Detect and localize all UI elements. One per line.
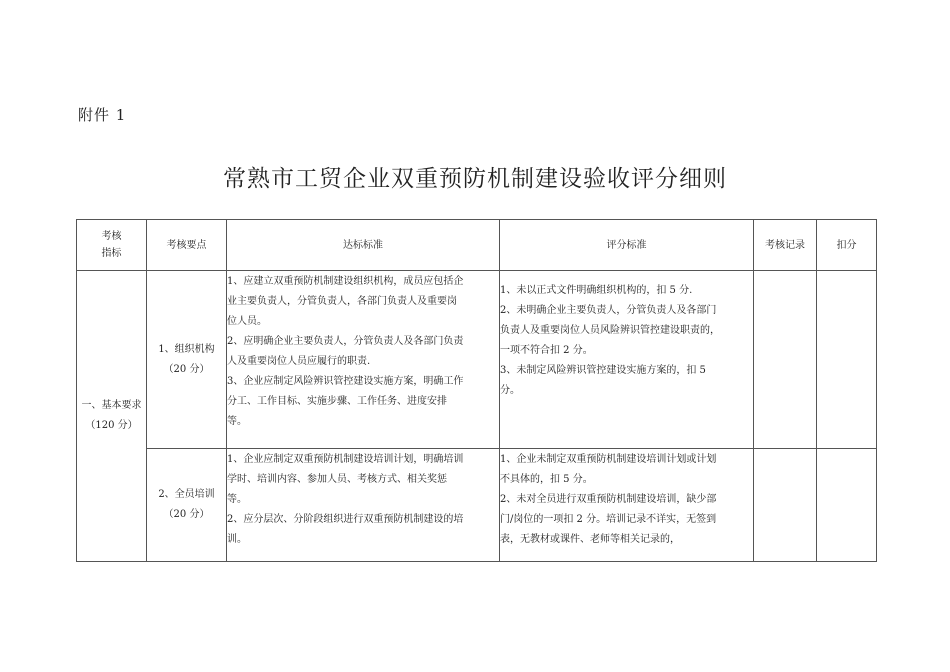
header-key-point: 考核要点 <box>147 220 227 271</box>
key-point-points: （20 分） <box>163 509 210 520</box>
standard-line: 2、应明确企业主要负责人，分管负责人及各部门负责 <box>227 335 464 347</box>
record-cell[interactable] <box>754 271 817 449</box>
standard-line: 1、企业应制定双重预防机制建设培训计划，明确培训 <box>227 454 464 465</box>
table-row <box>77 449 877 562</box>
deduction-cell[interactable] <box>817 271 877 449</box>
section-name: 一、基本要求 <box>81 400 142 411</box>
standard-line: 1、应建立双重预防机制建设组织机构，成员应包括企 <box>227 275 464 287</box>
attachment-label: 附件 1 <box>78 106 127 124</box>
scoring-line: 3、未制定风险辨识管控建设实施方案的，扣 5 <box>500 365 706 376</box>
table-header-row <box>77 220 877 271</box>
standard-cell <box>227 271 500 449</box>
standard-line: 人及重要岗位人员应履行的职责. <box>227 355 371 367</box>
key-point-points: （20 分） <box>163 363 210 375</box>
scoring-table <box>76 219 877 562</box>
standard-line: 业主要负责人，分管负责人，各部门负责人及重要岗 <box>227 295 457 307</box>
scoring-cell <box>500 271 754 449</box>
header-scoring: 评分标准 <box>500 220 754 271</box>
scoring-line: 1、企业未制定双重预防机制建设培训计划或计划 <box>500 454 717 465</box>
section-points: （120 分） <box>85 420 138 431</box>
standard-line: 训。 <box>227 534 247 545</box>
document-title: 常熟市工贸企业双重预防机制建设验收评分细则 <box>223 166 727 192</box>
scoring-line: 表，无教材或课件、老师等相关记录的， <box>500 534 680 545</box>
scoring-line: 2、未明确企业主要负责人，分管负责人及各部门 <box>500 305 717 316</box>
standard-line: 2、应分层次、分阶段组织进行双重预防机制建设的培 <box>227 514 464 525</box>
standard-line: 等。 <box>227 415 247 427</box>
scoring-line: 门/岗位的一项扣 2 分。培训记录不详实，无签到 <box>500 514 717 525</box>
standard-line: 学时、培训内容、参加人员、考核方式、相关奖惩 <box>227 474 447 485</box>
scoring-cell <box>500 449 754 562</box>
table-row <box>77 271 877 449</box>
deduction-cell[interactable] <box>817 449 877 562</box>
scoring-line: 负责人及重要岗位人员风险辨识管控建设职责的， <box>500 325 720 336</box>
key-point-name: 2、全员培训 <box>158 489 215 500</box>
key-point-cell <box>147 271 227 449</box>
scoring-line: 2、未对全员进行双重预防机制建设培训，缺少部 <box>500 494 717 505</box>
header-indicator-line1: 考核 <box>101 231 122 242</box>
scoring-line: 1、未以正式文件明确组织机构的，扣 5 分. <box>500 285 693 296</box>
key-point-name: 1、组织机构 <box>158 343 215 355</box>
standard-line: 等。 <box>227 494 247 505</box>
record-cell[interactable] <box>754 449 817 562</box>
header-record: 考核记录 <box>754 220 817 271</box>
key-point-cell <box>147 449 227 562</box>
header-indicator <box>77 220 147 271</box>
scoring-line: 分。 <box>500 385 520 396</box>
scoring-line: 一项不符合扣 2 分。 <box>500 345 593 356</box>
header-standard: 达标标准 <box>227 220 500 271</box>
standard-line: 分工、工作目标、实施步骤、工作任务、进度安排 <box>227 395 447 407</box>
standard-line: 3、企业应制定风险辨识管控建设实施方案，明确工作 <box>227 375 464 387</box>
header-deduction: 扣分 <box>817 220 877 271</box>
standard-line: 位人员。 <box>227 315 267 327</box>
scoring-line: 不具体的，扣 5 分。 <box>500 474 593 485</box>
standard-cell <box>227 449 500 562</box>
section-cell <box>77 271 147 562</box>
header-indicator-line2: 指标 <box>101 248 122 259</box>
